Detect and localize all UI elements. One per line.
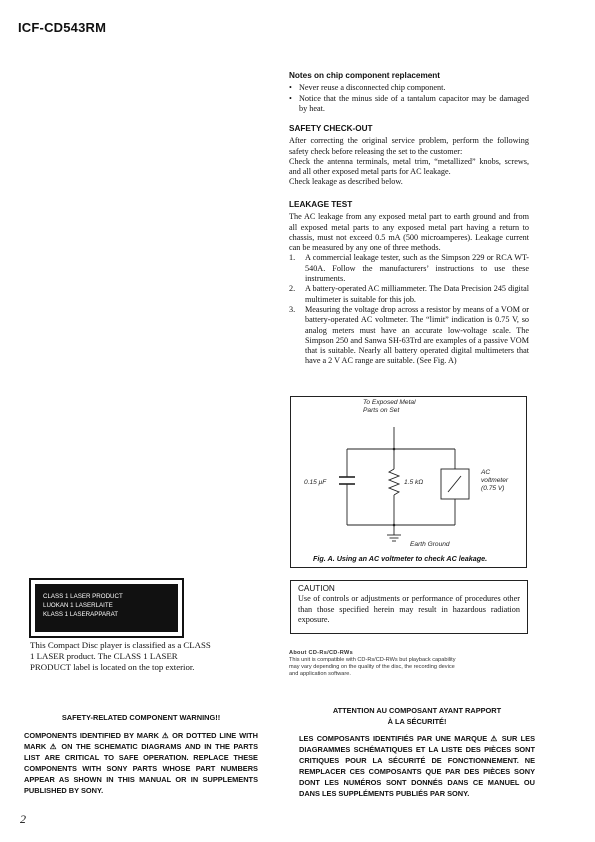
voltmeter-label-line: AC bbox=[481, 469, 491, 476]
safety-warning-en-title: SAFETY-RELATED COMPONENT WARNING!! bbox=[61, 713, 221, 722]
capacitor-label: 0.15 μF bbox=[304, 479, 327, 486]
laser-label-plate bbox=[35, 584, 178, 632]
laser-class-text: This Compact Disc player is classified as a CLASS 1 LASER product. The CLASS 1 LASER PRODUCT label is located on the top exterior. bbox=[30, 640, 211, 672]
voltmeter-label-line: voltmeter bbox=[481, 477, 509, 484]
caution-box bbox=[290, 580, 528, 634]
laser-label-line: CLASS 1 LASER PRODUCT bbox=[43, 593, 123, 600]
safety-warning-fr-text: LES COMPOSANTS IDENTIFIÉS PAR UNE MARQUE ⚠ SUR LES DIAGRAMMES SCHÉMATIQUES ET LA LISTE DES PIÈCES SONT CRITIQUES POUR LA SÉCURITÉ DE FONCTIONNEMENT. NE REMPLACER CES COMPOSANTS QUE PAR DES PIÈCES SONY DONT LES NUMÉROS SONT DONNÉS DANS CE MANUEL OU DANS LES SUPPLÉMENTS PUBLIÉS PAR SONY. bbox=[299, 734, 535, 798]
chip-notes-title: Notes on chip component replacement bbox=[289, 71, 441, 80]
safety-warning-fr-title-line: À LA SÉCURITÉ! bbox=[387, 717, 447, 726]
figure-top-label-line: To Exposed Metal bbox=[363, 399, 416, 406]
ground-label: Earth Ground bbox=[410, 541, 450, 548]
leakage-method-item bbox=[289, 253, 529, 284]
chip-notes-list bbox=[289, 83, 529, 114]
caution-title: CAUTION bbox=[298, 584, 335, 593]
leakage-test-title: LEAKAGE TEST bbox=[289, 200, 353, 209]
about-cdr-note bbox=[289, 650, 459, 678]
about-cdr-title: About CD-Rs/CD-RWs bbox=[289, 650, 354, 656]
figure-top-label bbox=[363, 399, 416, 415]
safety-warning-fr bbox=[299, 705, 535, 799]
safety-checkout-paragraph: Check the antenna terminals, metal trim, “metallized” knobs, screws, and all other exposed metal parts for AC leakage. bbox=[289, 156, 529, 177]
safety-warning-fr-title bbox=[299, 705, 535, 727]
safety-warning-fr-title-line: ATTENTION AU COMPOSANT AYANT RAPPORT bbox=[332, 706, 502, 715]
laser-product-label bbox=[29, 578, 184, 638]
leakage-method-number: 3. bbox=[289, 304, 296, 314]
safety-checkout-title: SAFETY CHECK-OUT bbox=[289, 124, 373, 133]
leakage-method-text: Measuring the voltage drop across a resistor by means of a VOM or battery-operated AC voltmeter. The “limit” indication is 0.75 V, so analog meters must have an accurate low-voltage scale. The Simpson 250 and Sanwa SH-63Trd are examples of a passive VOM that is suitable. Nearly all battery operated digital multimeters that have a 2 V AC range are suitable. (See Fig. A) bbox=[305, 304, 529, 366]
voltmeter-label bbox=[481, 469, 508, 493]
leakage-test-intro: The AC leakage from any exposed metal part to earth ground and from all exposed metal parts to any exposed metal part having a return to chassis, must not exceed 0.5 mA (500 microamperes). Leakage current can be measured by any one of three methods. bbox=[289, 212, 529, 253]
chip-note-item: • Never reuse a disconnected chip component. bbox=[289, 83, 529, 93]
figure-top-label-line: Parts on Set bbox=[363, 407, 400, 414]
safety-checkout-section bbox=[289, 124, 529, 188]
page-number: 2 bbox=[20, 812, 26, 826]
laser-label-line: KLASS 1 LASERAPPARAT bbox=[43, 611, 119, 618]
leakage-test-methods bbox=[289, 253, 529, 366]
voltmeter-label-line: (0.75 V) bbox=[481, 485, 505, 492]
safety-checkout-paragraph: Check leakage as described below. bbox=[289, 177, 403, 187]
about-cdr-text: This unit is compatible with CD-Rs/CD-RWs but playback capability may vary depending on the quality of the disc, the recording device and application software. bbox=[289, 657, 456, 677]
leakage-method-text: A commercial leakage tester, such as the Simpson 229 or RCA WT-540A. Follow the manufacturers’ instructions to use these instruments. bbox=[305, 253, 529, 284]
chip-notes-section bbox=[289, 71, 529, 114]
model-number: ICF-CD543RM bbox=[18, 20, 107, 35]
leakage-method-item bbox=[289, 305, 529, 367]
safety-checkout-paragraph: After correcting the original service problem, perform the following safety check before releasing the set to the customer: bbox=[289, 136, 529, 156]
caution-text: Use of controls or adjustments or performance of procedures other than those specified herein may result in hazardous radiation exposure. bbox=[298, 594, 520, 624]
safety-warning-en bbox=[24, 712, 258, 796]
leakage-method-number: 2. bbox=[289, 284, 296, 294]
figure-caption: Fig. A. Using an AC voltmeter to check AC leakage. bbox=[313, 554, 488, 563]
leakage-test-section bbox=[289, 200, 529, 367]
leakage-method-text: A battery-operated AC milliammeter. The Data Precision 245 digital multimeter is suitable for this job. bbox=[305, 284, 529, 304]
leakage-method-item bbox=[289, 284, 529, 305]
safety-warning-en-text: COMPONENTS IDENTIFIED BY MARK ⚠ OR DOTTED LINE WITH MARK ⚠ ON THE SCHEMATIC DIAGRAMS AND IN THE PARTS LIST ARE CRITICAL TO SAFE OPERATION. REPLACE THESE COMPONENTS WITH SONY PARTS WHOSE PART NUMBERS APPEAR AS SHOWN IN THIS MANUAL OR IN SUPPLEMENTS PUBLISHED BY SONY. bbox=[24, 731, 258, 795]
chip-note-item: • Notice that the minus side of a tantalum capacitor may be damaged by heat. bbox=[289, 94, 529, 115]
laser-label-line: LUOKAN 1 LASERLAITE bbox=[43, 602, 113, 609]
leakage-method-number: 1. bbox=[289, 253, 296, 263]
leakage-test-figure bbox=[290, 396, 527, 568]
resistor-label: 1.5 kΩ bbox=[404, 479, 424, 486]
